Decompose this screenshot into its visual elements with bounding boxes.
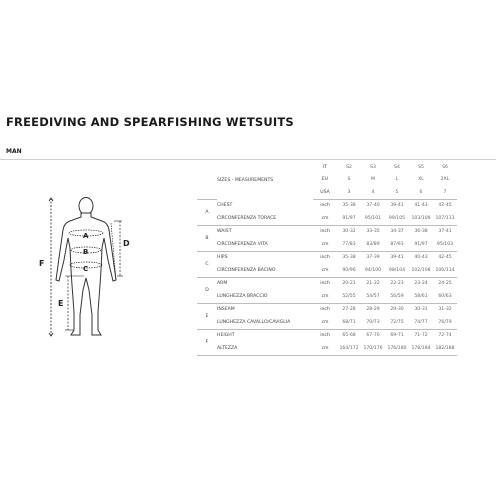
size-value: 99/105 <box>385 212 409 225</box>
size-value: 182/188 <box>433 342 457 355</box>
size-value: 106/114 <box>433 264 457 277</box>
table-row <box>197 277 457 290</box>
size-value: 39-41 <box>390 203 404 209</box>
unit: inch <box>320 229 330 235</box>
size-value: 29-30 <box>390 307 404 313</box>
size-value: 23-24 <box>414 281 428 287</box>
size-value: 103/109 <box>409 212 433 225</box>
unit: cm <box>313 238 337 251</box>
label-d: D <box>123 239 130 248</box>
measurement-label: INSEAM <box>217 307 235 313</box>
unit: inch <box>320 281 330 287</box>
unit: cm <box>313 342 337 355</box>
size-measurements-label: SIZES - MEASUREMENTS <box>217 177 274 183</box>
table-row <box>197 316 457 329</box>
size-value: 107/113 <box>433 212 457 225</box>
size-value: 35-38 <box>342 255 356 261</box>
size-value: 69-71 <box>390 333 404 339</box>
size-value: 176/180 <box>385 342 409 355</box>
table-row <box>197 225 457 238</box>
size-value: 68/71 <box>337 316 361 329</box>
size-value: 74/77 <box>409 316 433 329</box>
unit: inch <box>320 255 330 261</box>
measurement-label: CIRCONFERENZA TORACE <box>217 212 313 225</box>
unit: inch <box>320 203 330 209</box>
size-value: 30-31 <box>414 307 428 313</box>
size-row-usa: USA 3 4 5 6 7 <box>197 186 457 199</box>
table-row <box>197 212 457 225</box>
size-value: 42-45 <box>438 203 452 209</box>
page-title: FREEDIVING AND SPEARFISHING WETSUITS <box>6 115 294 129</box>
size-value: 21-22 <box>366 281 380 287</box>
size-value: 33-35 <box>366 229 380 235</box>
divider <box>0 159 496 160</box>
measurement-label: CHEST <box>217 203 233 208</box>
size-value: 91/97 <box>409 238 433 251</box>
size-value: 87/93 <box>385 238 409 251</box>
unit: cm <box>313 212 337 225</box>
table-row <box>197 290 457 303</box>
size-value: 24-25 <box>438 281 452 287</box>
unit: inch <box>320 307 330 313</box>
size-value: 31-32 <box>438 307 452 313</box>
size-value: 39-41 <box>390 255 404 261</box>
table-row <box>197 199 457 212</box>
unit: inch <box>320 333 330 339</box>
unit: cm <box>313 290 337 303</box>
size-value: 34-37 <box>390 229 404 235</box>
table-row <box>197 342 457 355</box>
size-value: 22-23 <box>390 281 404 287</box>
section-label: MAN <box>6 148 22 155</box>
size-value: 27-28 <box>342 307 356 313</box>
size-value: 83/89 <box>361 238 385 251</box>
size-value: 178/184 <box>409 342 433 355</box>
group-letter: E <box>197 303 217 329</box>
size-value: 98/104 <box>385 264 409 277</box>
size-value: 91/97 <box>337 212 361 225</box>
size-value: 54/57 <box>361 290 385 303</box>
size-row-it: SIZES - MEASUREMENTS IT S2 S3 S4 S5 S6 <box>197 161 457 174</box>
size-value: 102/108 <box>409 264 433 277</box>
measurement-label: ALTEZZA <box>217 342 313 355</box>
group-letter: C <box>197 251 217 277</box>
label-f: F <box>39 259 45 268</box>
group-letter: A <box>197 199 217 225</box>
unit: cm <box>313 264 337 277</box>
measurement-label: ARM <box>217 281 228 287</box>
size-value: 37-41 <box>438 229 452 235</box>
table-row <box>197 303 457 316</box>
size-value: 90/96 <box>337 264 361 277</box>
size-value: 36-38 <box>414 229 428 235</box>
size-value: 42-45 <box>438 255 452 261</box>
label-e: E <box>58 299 64 308</box>
body-figure <box>34 190 154 340</box>
size-value: 67-70 <box>366 333 380 339</box>
size-value: 76/79 <box>433 316 457 329</box>
size-value: 95/101 <box>361 212 385 225</box>
size-row-eu: EU S M L XL 2XL <box>321 177 450 183</box>
measurement-label: LUNGHEZZA BRACCIO <box>217 290 313 303</box>
label-c: C <box>83 265 89 273</box>
size-value: 40-43 <box>414 255 428 261</box>
size-value: 72-74 <box>438 333 452 339</box>
size-value: 94/100 <box>361 264 385 277</box>
label-b: B <box>83 248 89 256</box>
group-letter: B <box>197 225 217 251</box>
table-row <box>197 238 457 251</box>
body-silhouette-icon <box>34 190 154 340</box>
size-value: 30-32 <box>342 229 356 235</box>
size-value: 65-68 <box>342 333 356 339</box>
measurement-label: LUNGHEZZA CAVALLO/CAVIGLIA <box>217 316 313 329</box>
size-value: 72/75 <box>385 316 409 329</box>
label-a: A <box>83 232 89 240</box>
size-value: 58/61 <box>409 290 433 303</box>
size-value: 170/176 <box>361 342 385 355</box>
measurement-label: WAIST <box>217 229 232 235</box>
size-value: 37-39 <box>366 255 380 261</box>
measurement-label: HIPS <box>217 255 228 261</box>
size-value: 71-72 <box>414 333 428 339</box>
table-row <box>197 251 457 264</box>
group-letter: D <box>197 277 217 303</box>
size-value: 41-43 <box>414 203 428 209</box>
measurement-label: CIRCONFERENZA BACINO <box>217 264 313 277</box>
size-value: 56/59 <box>385 290 409 303</box>
size-value: 52/55 <box>337 290 361 303</box>
group-letter: F <box>197 329 217 355</box>
table-row <box>197 329 457 342</box>
size-value: 20-21 <box>342 281 356 287</box>
size-value: 70/73 <box>361 316 385 329</box>
measurement-label: HEIGHT <box>217 333 235 339</box>
table-row <box>197 264 457 277</box>
size-value: 37-40 <box>366 203 380 209</box>
size-value: 164/172 <box>337 342 361 355</box>
size-value: 60/63 <box>433 290 457 303</box>
measurement-label: CIRCONFERENZA VITA <box>217 238 313 251</box>
size-value: 28-29 <box>366 307 380 313</box>
size-table <box>197 161 457 356</box>
size-value: 35-38 <box>342 203 356 209</box>
size-value: 95/103 <box>433 238 457 251</box>
unit: cm <box>313 316 337 329</box>
size-value: 77/83 <box>337 238 361 251</box>
